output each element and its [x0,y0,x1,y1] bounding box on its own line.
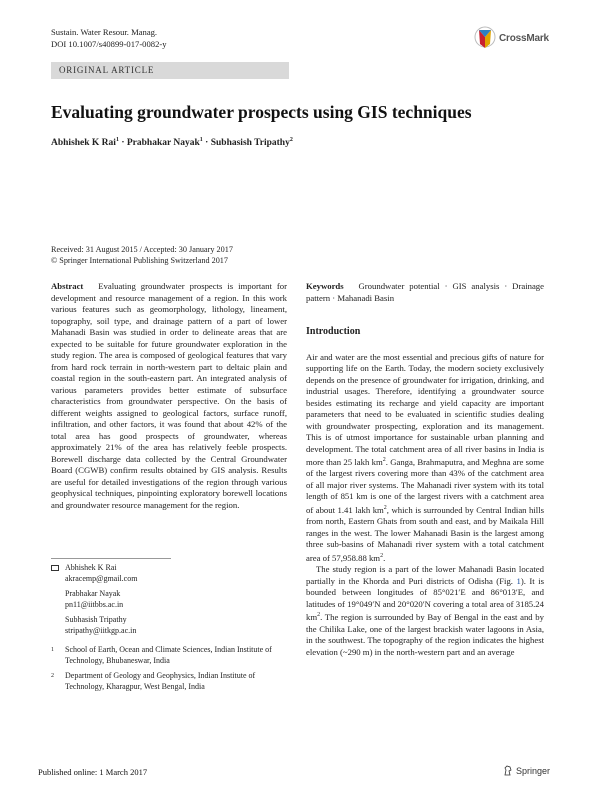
author-list [51,137,293,148]
intro-text: , which is surrounded by Central Indian hills from north, Eastern Ghats from south and east, and by Maikala Hill ranges in the west. The lower Mahanadi Basin is the largest among three sub-basins of Mahanadi river system with a total catchment area of 57,958.88 km [306,504,544,563]
affiliation-number: 1 [51,647,54,653]
abstract-text: Evaluating groundwater prospects is important for development and resource management of a region. In this work various features such as geomorphology, lithology, lineament, topography, soil type, and drainage pattern of a part of lower Mahanadi Basin was studied in order to delineate areas that are expected to be suitable for future groundwater exploration in the study region. The area is composed of geological features that vary from hard rock terrain in north-western part to deltaic plain and coastal region in the south-eastern part. An integrated analysis of various parameters provides better estimate of subsurface characteristics from groundwater perspective. On the basis of different weights assigned to geological factors, surface runoff, infiltration, and other factors, it was found that about 42% of the total area has good prospects of groundwater, whereas approximately 21% of the area has relatively feeble prospects. Borewell discharge data collected by the Central Groundwater Board (CGWB) confirm results obtained by GIS analysis. Results are useful for detailed investigations of the region through various geophysical techniques, pinpointing exploratory borewell locations and groundwater resource management for the region. [51,281,287,510]
affiliation-item [51,645,287,666]
doi[interactable]: DOI 10.1007/s40899-017-0082-y [51,39,167,49]
received-accepted: Received: 31 August 2015 / Accepted: 30 January 2017 [51,245,233,254]
affiliation-text: Department of Geology and Geophysics, Indian Institute of Technology, Kharagpur, West Bengal, India [65,671,256,691]
author-name[interactable]: Subhasish Tripathy [210,138,290,149]
affiliation-item [51,671,287,692]
journal-name: Sustain. Water Resour. Manag. [51,27,158,37]
author-affiliation-mark: 1 [199,137,203,143]
crossmark-badge[interactable] [474,26,549,50]
corresponding-name: Prabhakar Nayak [65,589,121,598]
publisher-logo [503,765,550,776]
keywords-text: Groundwater potential · GIS analysis · Drainage pattern · Mahanadi Basin [306,281,545,303]
footnote-divider [51,558,171,559]
superscript: 2 [383,504,387,511]
affiliation-text: School of Earth, Ocean and Climate Sciences, Indian Institute of Technology, Bhubaneswar, India [65,645,272,665]
intro-text: ). It is bounded between longitudes of 85°021′E and 86°013′E, and latitudes of 19°049′N and 20°020′N covering a total area of 3185.24 km [306,575,544,623]
article-type-bar: ORIGINAL ARTICLE [51,62,289,79]
introduction-heading: Introduction [306,326,361,337]
superscript: 2 [382,457,386,463]
article-title: Evaluating groundwater prospects using GIS techniques [51,102,472,122]
intro-text: . The region is surrounded by Bay of Bengal in the east and by the Chilika Lake, one of the largest brackish water lagoons in Asia, in the southwest. The topography of the region indicates the highest elevation (~290 m) in the north-western part and an average [306,612,544,657]
corresponding-email[interactable]: pn11@iitbbs.ac.in [65,599,124,609]
superscript: 2 [317,612,321,619]
keywords-paragraph [306,281,544,304]
author-affiliation-mark: 1 [115,137,119,143]
publisher-name: Springer [516,765,551,776]
correspondence-block [51,563,287,692]
author-separator: · [202,138,211,149]
corresponding-email[interactable]: akracemp@gmail.com [65,573,138,583]
right-column [306,281,544,658]
figure-link[interactable]: 1 [516,575,521,586]
abstract-section [51,281,287,511]
springer-horse-icon [503,765,513,776]
intro-text: The study region is a part of the lower Mahanadi Basin located partially in the Khorda and Puri districts of Odisha (Fig. [306,564,544,586]
correspondence-entry [51,589,287,610]
corresponding-name: Abhishek K Rai [65,563,117,572]
copyright: © Springer International Publishing Switzerland 2017 [51,256,228,265]
keywords-label: Keywords [306,281,344,291]
history-dates [51,244,233,266]
crossmark-label: CrossMark [499,32,549,44]
superscript: 2 [380,552,384,559]
envelope-icon [51,565,59,571]
author-affiliation-mark: 2 [289,137,293,143]
intro-paragraph-1 [306,352,544,565]
intro-paragraph-2 [306,564,544,658]
intro-text: Air and water are the most essential and precious gifts of nature for supporting life on the Earth. Today, the modern society exclusively depends on the presence of groundwater for irrigation, drinking, and industrial usages. Therefore, identifying a groundwater source besides estimating its recharge and yield capacity are important parameters that need to be evaluated in scientific studies dealing with groundwater prospecting, exploration and its management. This is of utmost importance for sustainable urban planning and development. The total catchment area of all river basins in India is more than 25 lakh km [306,351,544,467]
corresponding-email[interactable]: stripathy@iitkgp.ac.in [65,625,137,635]
author-name[interactable]: Prabhakar Nayak [126,138,200,149]
author-separator: · [118,138,127,149]
intro-text: . [383,552,386,563]
intro-text: . Ganga, Brahmaputra, and Meghna are some of the largest rivers covering more than 43% of the catchment area of all major river systems. The Mahanadi river system with its total length of 851 km is one of the largest rivers with a catchment area of about 1.41 lakh km [306,456,544,515]
correspondence-entry [51,563,287,584]
published-date: Published online: 1 March 2017 [38,767,148,777]
author-name[interactable]: Abhishek K Rai [51,138,116,149]
affiliation-number: 2 [51,673,54,679]
abstract-paragraph [51,281,287,511]
crossmark-icon [474,26,496,50]
correspondence-entry [51,615,287,636]
abstract-label: Abstract [51,281,84,291]
journal-info [51,26,167,50]
corresponding-name: Subhasish Tripathy [65,615,127,624]
